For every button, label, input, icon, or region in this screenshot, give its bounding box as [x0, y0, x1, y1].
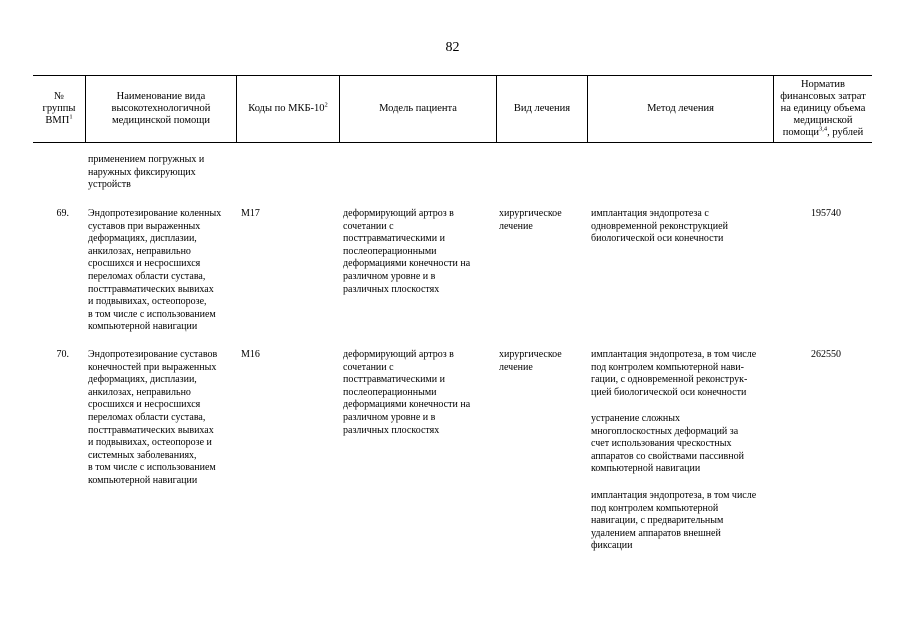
footnote-mark: 3,4	[819, 125, 828, 132]
footnote-mark: 2	[324, 101, 328, 108]
row-number: 69.	[56, 208, 69, 219]
header-cost-norm-unit: , рублей	[827, 126, 864, 138]
header-cost-norm	[774, 75, 872, 142]
continuation-text: применением погружных и наружных фиксирующих устройств	[88, 154, 205, 191]
header-treatment-method: Метод лечения	[647, 102, 714, 114]
row-treatment-method: устранение сложных многоплоскостных деформаций за счет использования чрескостных аппаратов со свойствами пассивной компьютерной навигации	[591, 413, 744, 475]
row-care-type: Эндопротезирование суставов конечностей при выраженных деформациях, дисплазии, анкилозах, неправильно сросшихся и несросшихся переломах области сустава, посттравматических вывихах и подвывихах, остеопорозе и системных заболеваниях, в том числе с использованием компьютерной навигации	[88, 349, 218, 486]
row-number: 70.	[56, 349, 69, 360]
row-cost-norm: 195740	[811, 208, 841, 219]
row-icd-codes: M16	[241, 349, 260, 360]
header-icd-codes-label: Коды по МКБ-10	[248, 102, 325, 114]
row-treatment-method: имплантация эндопротеза с одновременной реконструкцией биологической оси конечности	[591, 208, 728, 245]
header-cost-norm-label: Норматив финансовых затрат на единицу объема медицинской помощи	[780, 78, 866, 138]
page-number: 82	[445, 40, 460, 55]
footnote-mark: 1	[69, 113, 73, 120]
table-header-bottom-rule	[33, 142, 872, 143]
row-cost-norm: 262550	[811, 349, 841, 360]
row-treatment-method: имплантация эндопротеза, в том числе под контролем компьютерной нави- гации, с одновременной реконструк- цией биологической оси конечности	[591, 349, 757, 398]
header-icd-codes	[237, 75, 339, 142]
row-care-type: Эндопротезирование коленных суставов при выраженных деформациях, дисплазии, анкилозах, неправильно сросшихся и несросшихся переломах области сустава, посттравматических вывихах и подвывихах, остеопорозе, в том числе с использованием компьютерной навигации	[88, 208, 222, 333]
row-treatment-type: хирургическое лечение	[499, 349, 562, 373]
row-patient-model: деформирующий артроз в сочетании с посттравматическими и послеоперационными деформациями конечности на различном уровне и в различных плоскостях	[343, 208, 471, 295]
row-treatment-method: имплантация эндопротеза, в том числе под контролем компьютерной навигации, с предварительным удалением аппаратов внешней фиксации	[591, 490, 757, 552]
row-treatment-type: хирургическое лечение	[499, 208, 562, 232]
header-treatment-type: Вид лечения	[513, 102, 571, 114]
row-patient-model: деформирующий артроз в сочетании с посттравматическими и послеоперационными деформациями конечности на различном уровне и в различных плоскостях	[343, 349, 471, 436]
header-patient-model: Модель пациента	[379, 102, 457, 114]
header-group-number-label: № группы ВМП	[42, 90, 76, 126]
header-care-type: Наименование вида высокотехнологичной медицинской помощи	[111, 90, 211, 126]
header-group-number	[33, 75, 85, 142]
row-icd-codes: M17	[241, 208, 260, 219]
